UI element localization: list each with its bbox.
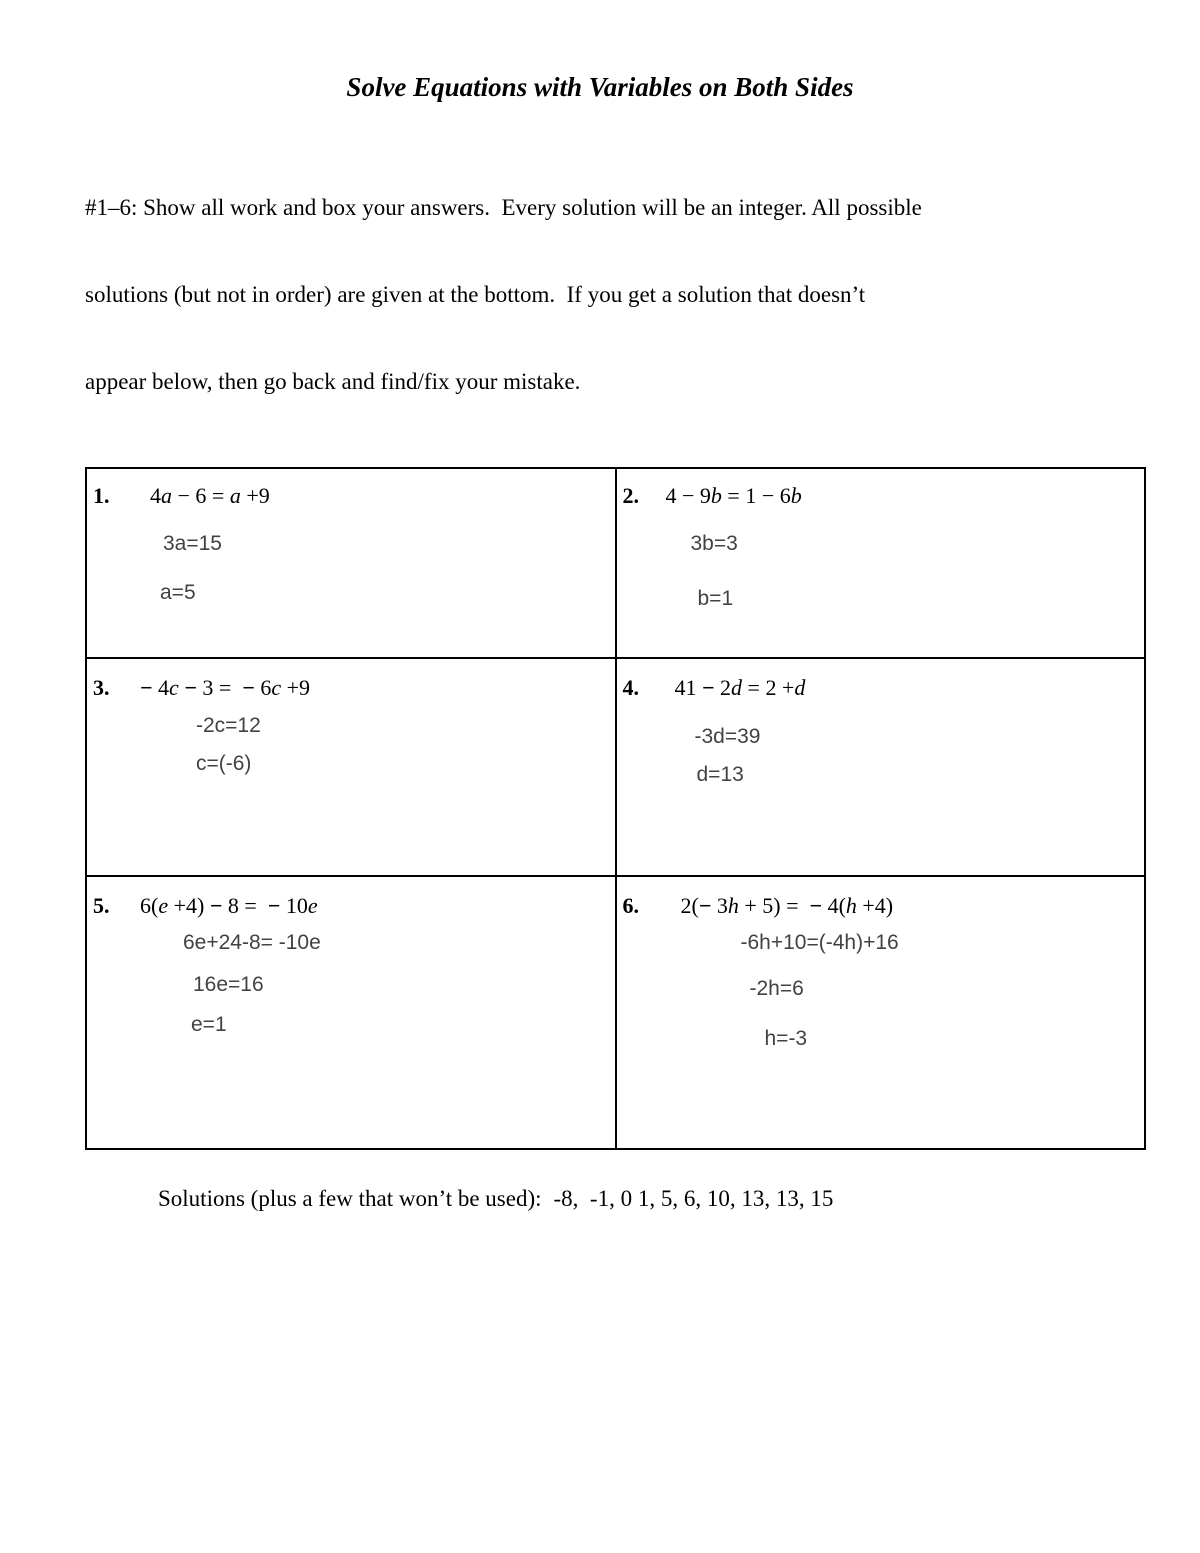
work-line: -6h+10=(-4h)+16	[740, 931, 899, 954]
instruction-line: appear below, then go back and find/fix your mistake.	[85, 369, 581, 394]
problem-cell-2	[616, 468, 1146, 658]
problem-cell-1	[86, 468, 616, 658]
work-line: 3a=15	[163, 532, 222, 555]
problem-number: 4.	[622, 675, 639, 700]
problem-equation: 4a − 6 = a +9	[150, 483, 270, 508]
problem-number: 3.	[93, 675, 110, 700]
problem-number: 6.	[622, 893, 639, 918]
work-line: e=1	[191, 1013, 227, 1036]
solutions-line	[135, 1155, 1200, 1242]
solutions-values: -8, -1, 0 1, 5, 6, 10, 13, 13, 15	[553, 1186, 834, 1211]
table-row	[86, 468, 1145, 658]
instruction-line: #1–6: Show all work and box your answers. Every solution will be an integer. All possible	[85, 195, 922, 220]
problem-equation: 6(e +4) − 8 = − 10e	[140, 893, 318, 918]
problem-number: 5.	[93, 893, 110, 918]
work-line: c=(-6)	[196, 752, 252, 775]
instructions	[85, 135, 1160, 454]
problems-table	[85, 467, 1146, 1150]
work-line: 6e+24-8= -10e	[183, 931, 321, 954]
table-row	[86, 658, 1145, 876]
problem-number: 2.	[622, 483, 639, 508]
work-line: -3d=39	[694, 725, 761, 748]
problem-cell-4	[616, 658, 1146, 876]
work-line: h=-3	[764, 1027, 808, 1050]
page-title: Solve Equations with Variables on Both Sides	[346, 72, 854, 102]
problem-equation: 2(− 3h + 5) = − 4(h +4)	[680, 893, 894, 918]
work-line: a=5	[160, 581, 196, 604]
problem-equation: 4 − 9b = 1 − 6b	[665, 483, 802, 508]
solutions-label: Solutions (plus a few that won’t be used):	[158, 1186, 542, 1211]
problem-cell-5	[86, 876, 616, 1149]
instruction-line: solutions (but not in order) are given at the bottom. If you get a solution that doesn’t	[85, 282, 866, 307]
work-line: -2h=6	[749, 977, 804, 1000]
work-line: -2c=12	[196, 714, 261, 737]
work-line: 16e=16	[193, 973, 264, 996]
problem-cell-6	[616, 876, 1146, 1149]
work-line: b=1	[697, 587, 734, 610]
work-line: 3b=3	[690, 532, 738, 555]
problem-equation: 41 − 2d = 2 +d	[674, 675, 806, 700]
problem-cell-3	[86, 658, 616, 876]
table-row	[86, 876, 1145, 1149]
problem-equation: − 4c − 3 = − 6c +9	[140, 675, 311, 700]
problem-number: 1.	[93, 483, 110, 508]
work-line: d=13	[696, 763, 744, 786]
